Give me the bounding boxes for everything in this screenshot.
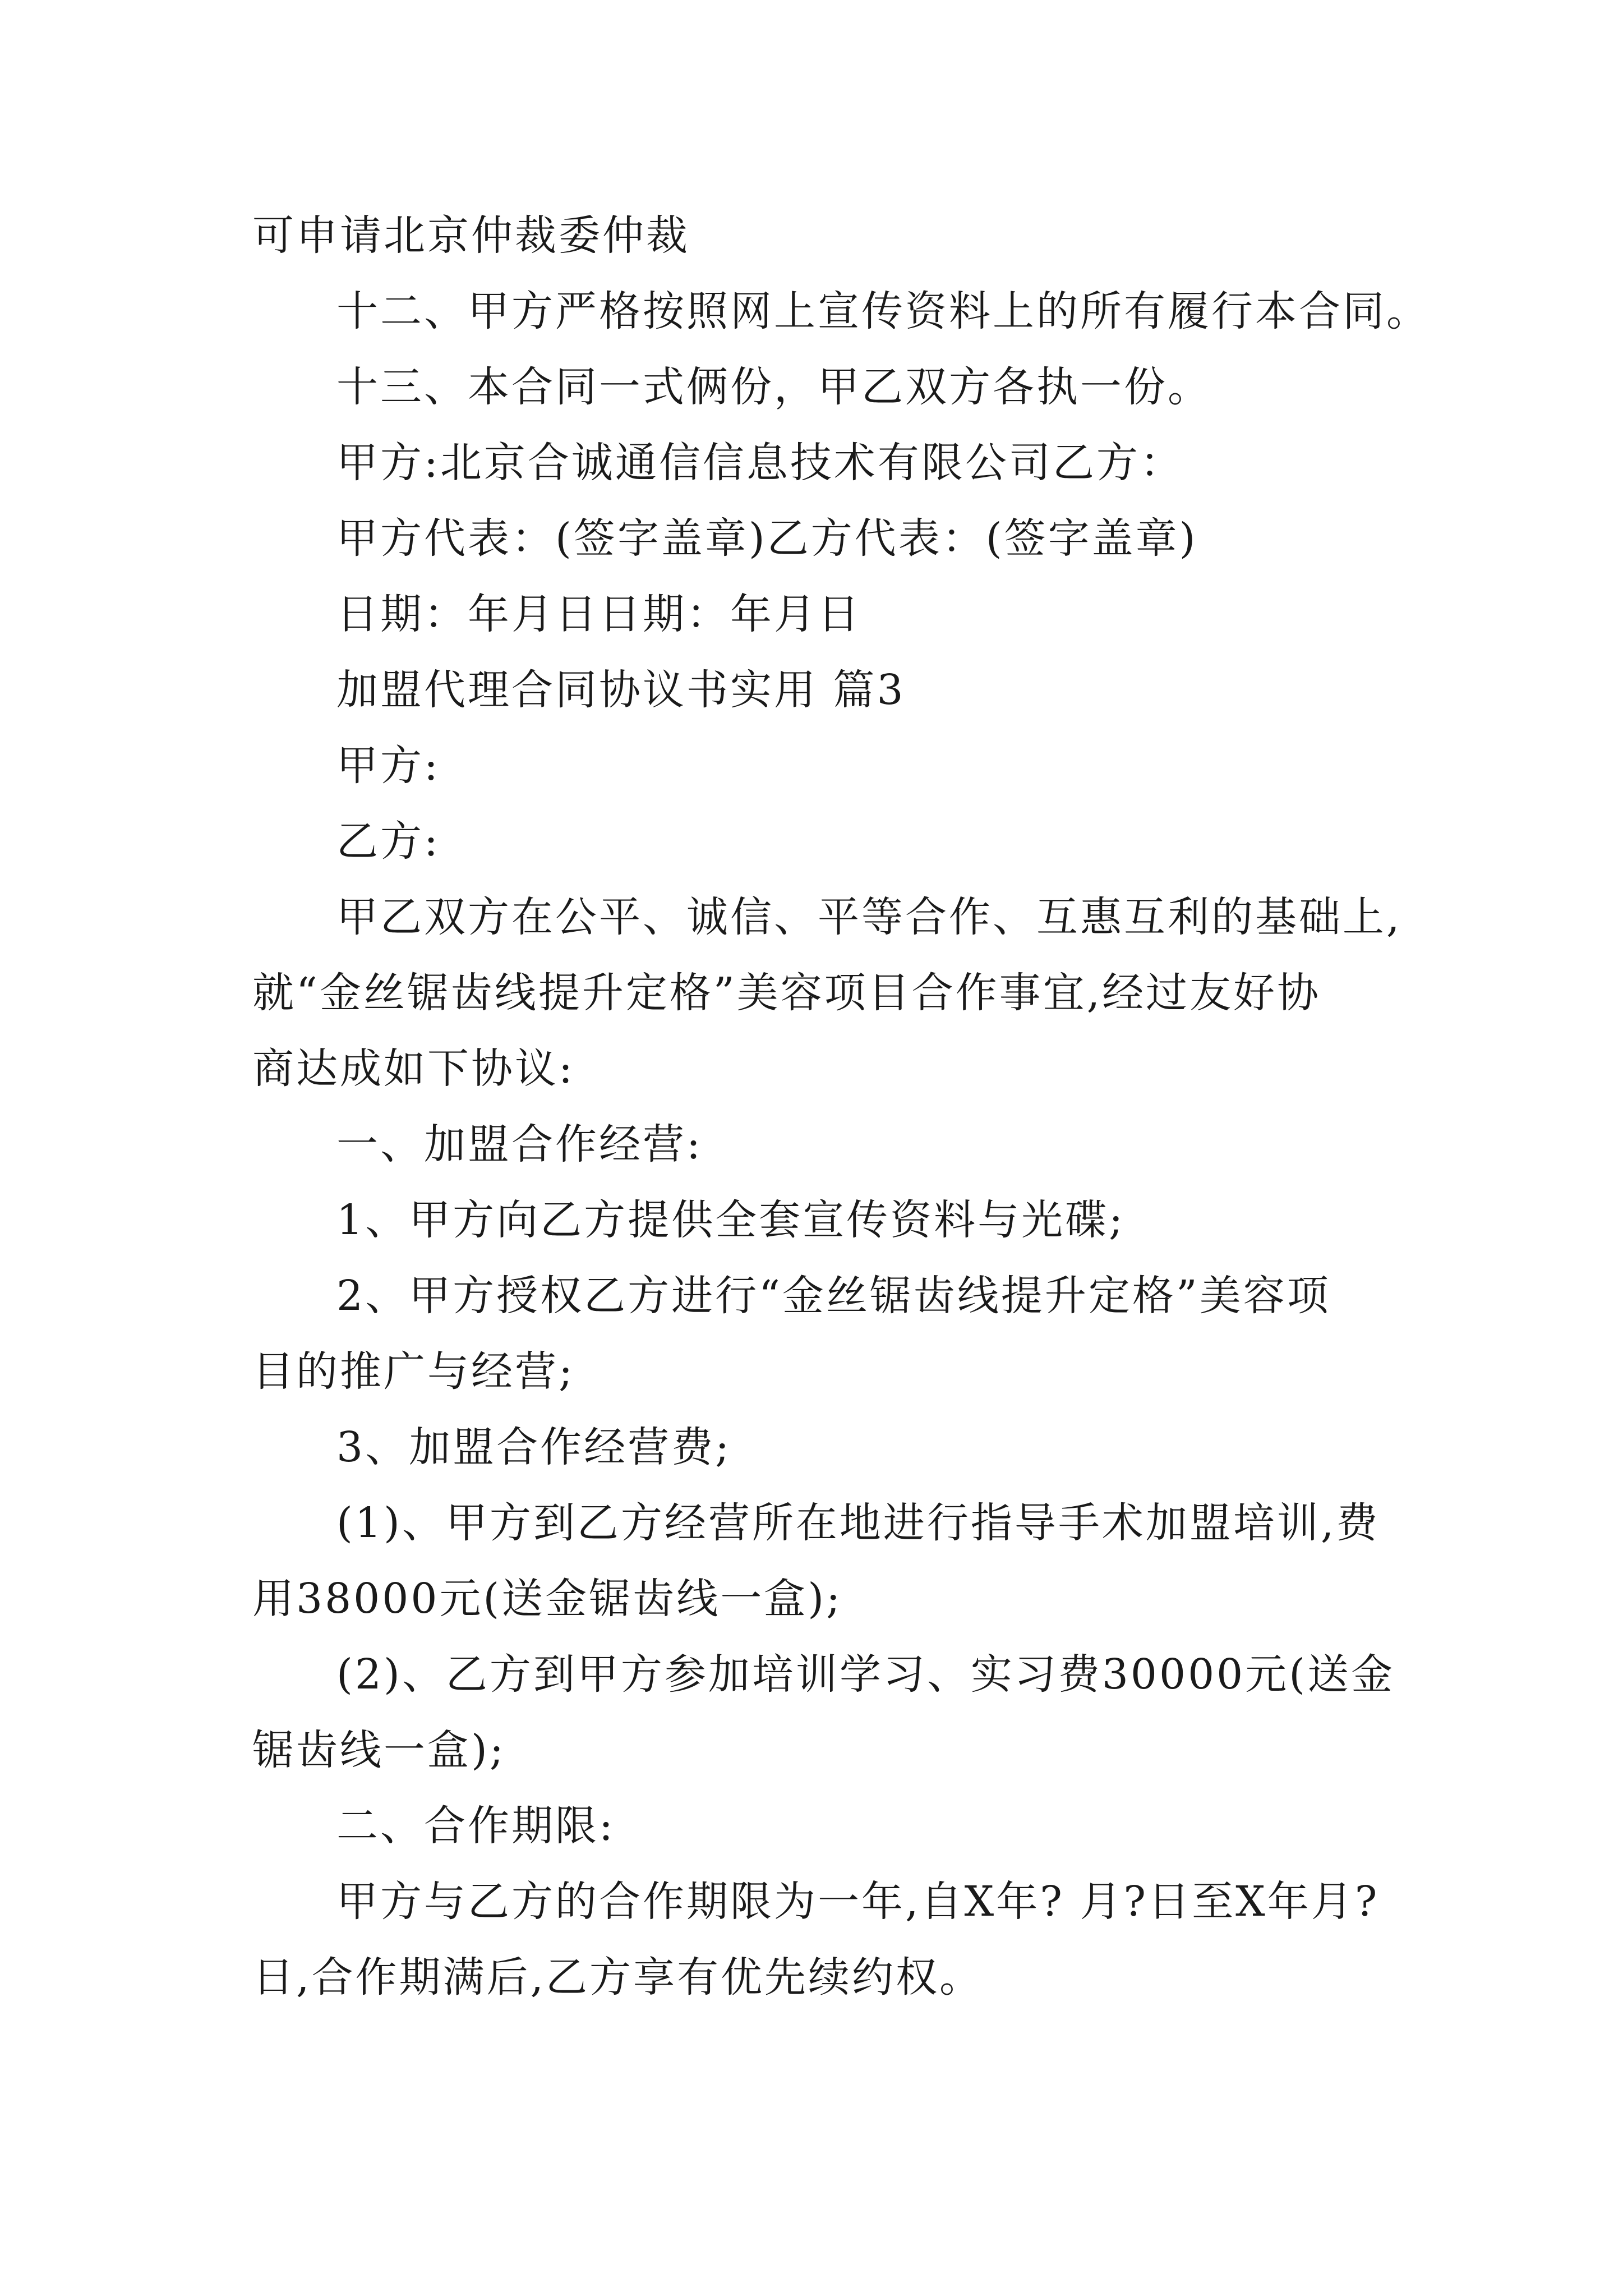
text-line: 目的推广与经营; xyxy=(252,1347,575,1396)
text-line: 甲乙双方在公平、诚信、平等合作、互惠互利的基础上, xyxy=(336,893,1402,941)
text-line: 日,合作期满后,乙方享有优先续约权。 xyxy=(252,1953,984,2001)
text-line: 2、甲方授权乙方进行“金丝锯齿线提升定格”美容项 xyxy=(336,1272,1331,1320)
text-line: 3、加盟合作经营费; xyxy=(336,1423,732,1471)
text-line: 就“金丝锯齿线提升定格”美容项目合作事宜,经过友好协 xyxy=(252,969,1321,1017)
text-line: 二、合作期限: xyxy=(336,1802,615,1850)
text-line: (2)、乙方到甲方参加培训学习、实习费30000元(送金 xyxy=(336,1650,1395,1699)
text-line: 十三、本合同一式俩份，甲乙双方各执一份。 xyxy=(336,363,1211,411)
text-line: 用38000元(送金锯齿线一盒); xyxy=(252,1575,843,1623)
text-line: 甲方代表：(签字盖章)乙方代表：(签字盖章) xyxy=(336,514,1198,563)
text-line: 乙方: xyxy=(336,817,440,866)
text-line: 可申请北京仲裁委仲裁 xyxy=(252,211,690,260)
section-heading: 加盟代理合同协议书实用 篇3 xyxy=(336,666,906,714)
text-line: 一、加盟合作经营: xyxy=(336,1120,703,1168)
text-line: 十二、甲方严格按照网上宣传资料上的所有履行本合同。 xyxy=(336,287,1430,335)
text-line: 甲方:北京合诚通信信息技术有限公司乙方： xyxy=(336,439,1184,487)
text-line: 锯齿线一盒); xyxy=(252,1726,506,1774)
text-line: 1、甲方向乙方提供全套宣传资料与光碟; xyxy=(336,1196,1126,1244)
text-line: 甲方: xyxy=(336,742,440,790)
text-line: 日期：年月日日期：年月日 xyxy=(336,590,861,638)
text-line: 商达成如下协议: xyxy=(252,1045,575,1093)
text-line: 甲方与乙方的合作期限为一年,自X年? 月?日至X年月? xyxy=(336,1878,1380,1926)
text-line: (1)、甲方到乙方经营所在地进行指导手术加盟培训,费 xyxy=(336,1499,1380,1547)
